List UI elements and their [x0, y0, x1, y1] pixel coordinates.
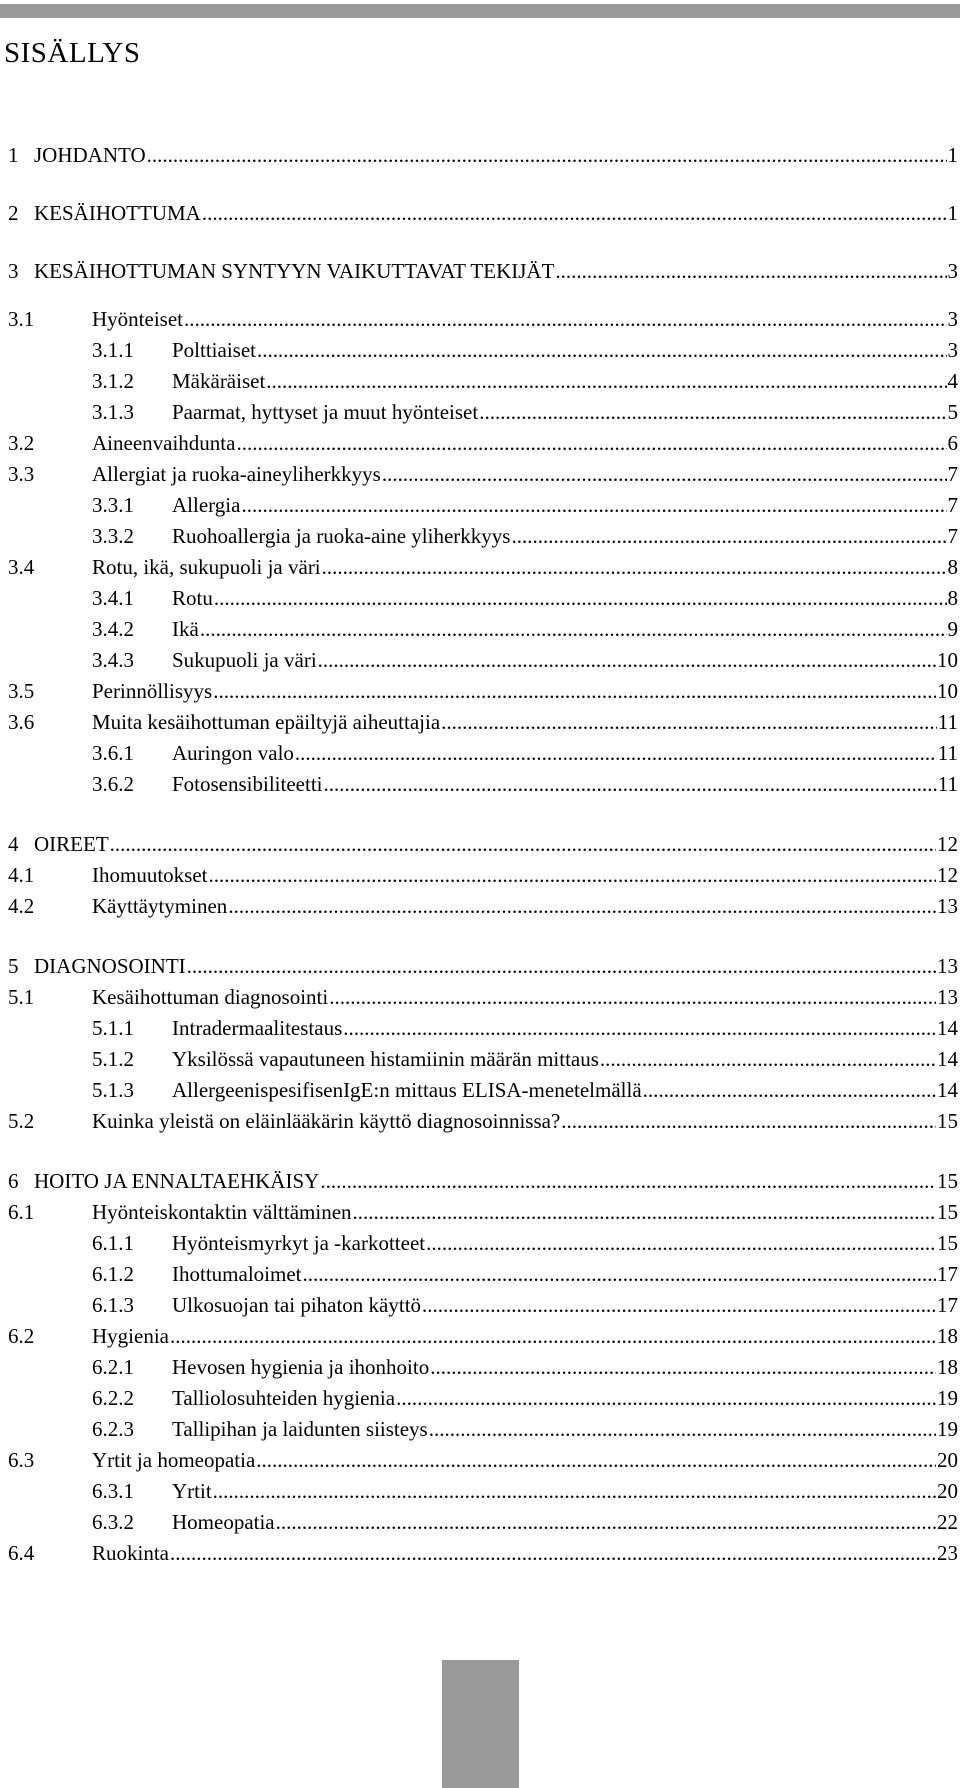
- toc-entry-page: 11: [937, 710, 958, 734]
- toc-entry[interactable]: [92, 769, 958, 799]
- toc-entry[interactable]: [92, 1075, 958, 1105]
- toc-dot-leader: [276, 1507, 936, 1537]
- toc-entry-page: 14: [937, 1047, 958, 1071]
- toc-entry-title: Hyönteismyrkyt ja -karkotteet: [172, 1231, 426, 1255]
- toc-entry-page: 14: [937, 1078, 958, 1102]
- toc-entry-title: Rotu, ikä, sukupuoli ja väri: [92, 555, 321, 579]
- page-number-box: [442, 1660, 519, 1788]
- toc-dot-leader: [353, 1197, 936, 1227]
- toc-entry[interactable]: [92, 1507, 958, 1537]
- toc-entry-title: Hygienia: [92, 1324, 169, 1348]
- toc-dot-leader: [295, 738, 937, 768]
- toc-entry-number: 3.3.1: [92, 493, 134, 517]
- toc-dot-leader: [213, 676, 936, 706]
- toc-entry[interactable]: [8, 304, 958, 334]
- toc-dot-leader: [429, 1414, 936, 1444]
- toc-entry-number: 3.3.2: [92, 524, 134, 548]
- toc-dot-leader: [184, 304, 947, 334]
- toc-dot-leader: [266, 366, 946, 396]
- toc-entry-page: 9: [947, 617, 958, 641]
- toc-entry-title: Yrtit ja homeopatia: [92, 1448, 256, 1472]
- toc-entry[interactable]: [92, 1044, 958, 1074]
- top-rule: [0, 4, 960, 18]
- toc-entry-page: 10: [937, 679, 958, 703]
- toc-dot-leader: [329, 982, 936, 1012]
- toc-entry[interactable]: [8, 951, 958, 981]
- toc-dot-leader: [214, 583, 947, 613]
- toc-dot-leader: [202, 198, 947, 228]
- toc-dot-leader: [213, 1476, 936, 1506]
- toc-entry-page: 7: [947, 524, 958, 548]
- toc-entry[interactable]: [8, 1445, 958, 1475]
- toc-entry-page: 8: [947, 555, 958, 579]
- toc-entry-title: Aineenvaihdunta: [92, 431, 236, 455]
- toc-entry-page: 15: [937, 1109, 958, 1133]
- toc-dot-leader: [228, 891, 936, 921]
- toc-entry-number: 6.1.3: [92, 1293, 134, 1317]
- toc-entry-number: 6: [8, 1169, 19, 1193]
- toc-entry[interactable]: [8, 1106, 958, 1136]
- toc-entry[interactable]: [92, 397, 958, 427]
- toc-entry-number: 4: [8, 832, 19, 856]
- toc-dot-leader: [555, 256, 946, 286]
- toc-entry[interactable]: [8, 707, 958, 737]
- toc-entry-number: 6.2.1: [92, 1355, 134, 1379]
- toc-entry-number: 6.3: [8, 1448, 35, 1472]
- toc-entry[interactable]: [8, 1166, 958, 1196]
- toc-entry-number: 5: [8, 954, 19, 978]
- toc-entry[interactable]: [8, 891, 958, 921]
- toc-dot-leader: [257, 335, 947, 365]
- toc-entry-page: 7: [947, 462, 958, 486]
- toc-entry-title: Fotosensibiliteetti: [172, 772, 323, 796]
- toc-entry-number: 6.3.2: [92, 1510, 134, 1534]
- toc-entry-title: Kuinka yleistä on eläinlääkärin käyttö diagnosoinnissa?: [92, 1109, 561, 1133]
- toc-entry-page: 13: [937, 985, 958, 1009]
- toc-dot-leader: [320, 1166, 936, 1196]
- toc-entry-page: 20: [937, 1448, 958, 1472]
- toc-dot-leader: [147, 140, 947, 170]
- toc-entry-number: 6.2.2: [92, 1386, 134, 1410]
- toc-entry-title: Ikä: [172, 617, 199, 641]
- toc-entry-page: 10: [937, 648, 958, 672]
- toc-dot-leader: [170, 1321, 936, 1351]
- toc-entry-title: OIREET: [34, 832, 109, 856]
- toc-entry[interactable]: [92, 614, 958, 644]
- toc-entry-number: 3.2: [8, 431, 35, 455]
- toc-dot-leader: [426, 1228, 936, 1258]
- toc-entry[interactable]: [92, 1228, 958, 1258]
- toc-entry-title: AllergeenispesifisenIgE:n mittaus ELISA-menetelmällä: [172, 1078, 642, 1102]
- toc-entry-number: 6.2.3: [92, 1417, 134, 1441]
- toc-entry-number: 3.6.1: [92, 741, 134, 765]
- toc-entry-title: Yrtit: [172, 1479, 212, 1503]
- toc-entry-title: Auringon valo: [172, 741, 294, 765]
- toc-entry[interactable]: [92, 521, 958, 551]
- toc-entry[interactable]: [8, 1197, 958, 1227]
- toc-entry-title: Ruohoallergia ja ruoka-aine yliherkkyys: [172, 524, 511, 548]
- toc-dot-leader: [396, 1383, 936, 1413]
- toc-entry[interactable]: [92, 1259, 958, 1289]
- toc-entry-title: Perinnöllisyys: [92, 679, 213, 703]
- toc-entry-page: 15: [937, 1169, 958, 1193]
- toc-entry-page: 20: [937, 1479, 958, 1503]
- toc-dot-leader: [343, 1013, 936, 1043]
- toc-entry[interactable]: [8, 428, 958, 458]
- toc-entry-title: Ruokinta: [92, 1541, 169, 1565]
- toc-dot-leader: [422, 1290, 936, 1320]
- toc-dot-leader: [600, 1044, 936, 1074]
- toc-entry[interactable]: [92, 738, 958, 768]
- toc-entry[interactable]: [92, 1476, 958, 1506]
- toc-entry-number: 6.4: [8, 1541, 35, 1565]
- toc-entry-title: Hyönteiset: [92, 307, 183, 331]
- toc-entry-number: 6.1.2: [92, 1262, 134, 1286]
- toc-entry[interactable]: [8, 459, 958, 489]
- toc-entry[interactable]: [8, 1538, 958, 1568]
- toc-dot-leader: [209, 860, 937, 890]
- toc-entry-page: 17: [937, 1262, 958, 1286]
- toc-entry-page: 3: [947, 307, 958, 331]
- toc-entry-page: 1: [947, 201, 958, 225]
- toc-entry-number: 3.4.1: [92, 586, 134, 610]
- toc-dot-leader: [479, 397, 946, 427]
- toc-entry-number: 5.1.3: [92, 1078, 134, 1102]
- toc-entry-page: 19: [937, 1386, 958, 1410]
- toc-entry[interactable]: [8, 140, 958, 170]
- toc-entry-title: Polttiaiset: [172, 338, 256, 362]
- toc-dot-leader: [241, 490, 946, 520]
- toc-entry[interactable]: [92, 1414, 958, 1444]
- toc-entry-title: Intradermaalitestaus: [172, 1016, 343, 1040]
- toc-entry-page: 5: [947, 400, 958, 424]
- toc-entry-page: 3: [947, 259, 958, 283]
- toc-entry-title: Käyttäytyminen: [92, 894, 228, 918]
- toc-entry-page: 7: [947, 493, 958, 517]
- toc-entry[interactable]: [92, 366, 958, 396]
- toc-dot-leader: [511, 521, 946, 551]
- toc-entry-title: Allergia: [172, 493, 241, 517]
- toc-entry-number: 5.1: [8, 985, 35, 1009]
- toc-entry[interactable]: [92, 1352, 958, 1382]
- toc-entry-title: Yksilössä vapautuneen histamiinin määrän mittaus: [172, 1047, 599, 1071]
- toc-dot-leader: [236, 428, 946, 458]
- toc-entry-number: 3.4: [8, 555, 35, 579]
- toc-entry-page: 1: [947, 143, 958, 167]
- toc-entry-page: 13: [937, 894, 958, 918]
- toc-entry-title: KESÄIHOTTUMA: [34, 201, 201, 225]
- toc-entry-title: Kesäihottuman diagnosointi: [92, 985, 329, 1009]
- toc-entry-title: Rotu: [172, 586, 213, 610]
- toc-entry-title: Talliolosuhteiden hygienia: [172, 1386, 396, 1410]
- toc-dot-leader: [430, 1352, 936, 1382]
- toc-entry-title: Allergiat ja ruoka-aineyliherkkyys: [92, 462, 381, 486]
- toc-entry-number: 4.2: [8, 894, 35, 918]
- toc-entry-page: 14: [937, 1016, 958, 1040]
- toc-dot-leader: [200, 614, 947, 644]
- toc-entry-number: 1: [8, 143, 19, 167]
- toc-entry-number: 3.6.2: [92, 772, 134, 796]
- toc-entry-page: 15: [937, 1231, 958, 1255]
- toc-dot-leader: [318, 645, 936, 675]
- toc-entry[interactable]: [92, 583, 958, 613]
- toc-dot-leader: [324, 769, 937, 799]
- toc-entry-page: 15: [937, 1200, 958, 1224]
- toc-entry-number: 3.4.3: [92, 648, 134, 672]
- toc-entry-title: Hevosen hygienia ja ihonhoito: [172, 1355, 430, 1379]
- toc-dot-leader: [170, 1538, 936, 1568]
- toc-entry-title: Mäkäräiset: [172, 369, 266, 393]
- toc-entry-title: Homeopatia: [172, 1510, 275, 1534]
- toc-entry-page: 4: [947, 369, 958, 393]
- toc-entry[interactable]: [8, 829, 958, 859]
- toc-entry[interactable]: [8, 256, 958, 286]
- toc-entry-page: 18: [937, 1324, 958, 1348]
- toc-dot-leader: [302, 1259, 936, 1289]
- toc-entry-page: 12: [937, 863, 958, 887]
- toc-entry-title: DIAGNOSOINTI: [34, 954, 186, 978]
- toc-entry-number: 6.1.1: [92, 1231, 134, 1255]
- toc-entry-title: Hyönteiskontaktin välttäminen: [92, 1200, 352, 1224]
- toc-entry-title: Muita kesäihottuman epäiltyjä aiheuttajia: [92, 710, 441, 734]
- toc-entry[interactable]: [8, 552, 958, 582]
- toc-entry[interactable]: [92, 1290, 958, 1320]
- toc-entry-title: Ulkosuojan tai pihaton käyttö: [172, 1293, 422, 1317]
- toc-entry-title: Sukupuoli ja väri: [172, 648, 317, 672]
- toc-entry-number: 3.3: [8, 462, 35, 486]
- toc-entry-page: 22: [937, 1510, 958, 1534]
- toc-dot-leader: [643, 1075, 936, 1105]
- toc-entry[interactable]: [92, 1013, 958, 1043]
- toc-entry-number: 3.6: [8, 710, 35, 734]
- toc-entry-number: 6.2: [8, 1324, 35, 1348]
- toc-dot-leader: [256, 1445, 936, 1475]
- toc-entry-number: 3: [8, 259, 19, 283]
- toc-entry-page: 11: [937, 741, 958, 765]
- toc-entry-page: 17: [937, 1293, 958, 1317]
- toc-entry[interactable]: [8, 982, 958, 1012]
- toc-entry-number: 6.3.1: [92, 1479, 134, 1503]
- toc-entry-page: 12: [937, 832, 958, 856]
- toc-entry-page: 19: [937, 1417, 958, 1441]
- toc-entry-number: 3.5: [8, 679, 35, 703]
- toc-entry-page: 13: [937, 954, 958, 978]
- toc-entry-number: 3.1.3: [92, 400, 134, 424]
- toc-entry-number: 5.2: [8, 1109, 35, 1133]
- toc-dot-leader: [187, 951, 936, 981]
- toc-entry-number: 3.4.2: [92, 617, 134, 641]
- toc-entry-title: JOHDANTO: [34, 143, 146, 167]
- toc-entry-page: 8: [947, 586, 958, 610]
- toc-entry-number: 2: [8, 201, 19, 225]
- toc-entry-number: 5.1.2: [92, 1047, 134, 1071]
- toc-entry-title: Ihomuutokset: [92, 863, 208, 887]
- toc-entry-number: 4.1: [8, 863, 35, 887]
- toc-entry-page: 18: [937, 1355, 958, 1379]
- toc-entry-number: 3.1.2: [92, 369, 134, 393]
- toc-entry[interactable]: [8, 198, 958, 228]
- toc-entry-number: 5.1.1: [92, 1016, 134, 1040]
- toc-entry-number: 3.1: [8, 307, 35, 331]
- toc-entry[interactable]: [8, 860, 958, 890]
- toc-entry-page: 3: [947, 338, 958, 362]
- toc-entry-title: Ihottumaloimet: [172, 1262, 302, 1286]
- toc-entry-number: 3.1.1: [92, 338, 134, 362]
- toc-entry[interactable]: [92, 490, 958, 520]
- toc-entry[interactable]: [92, 335, 958, 365]
- toc-dot-leader: [441, 707, 937, 737]
- toc-entry[interactable]: [92, 1383, 958, 1413]
- page-title: SISÄLLYS: [4, 37, 141, 69]
- toc-dot-leader: [322, 552, 947, 582]
- toc-entry[interactable]: [92, 645, 958, 675]
- toc-entry-number: 6.1: [8, 1200, 35, 1224]
- toc-entry[interactable]: [8, 676, 958, 706]
- toc-dot-leader: [382, 459, 947, 489]
- toc-entry-title: Tallipihan ja laidunten siisteys: [172, 1417, 428, 1441]
- toc-entry[interactable]: [8, 1321, 958, 1351]
- toc-entry-title: KESÄIHOTTUMAN SYNTYYN VAIKUTTAVAT TEKIJÄT: [34, 259, 555, 283]
- toc-entry-page: 23: [937, 1541, 958, 1565]
- toc-entry-title: Paarmat, hyttyset ja muut hyönteiset: [172, 400, 479, 424]
- toc-dot-leader: [561, 1106, 936, 1136]
- toc-entry-title: HOITO JA ENNALTAEHKÄISY: [34, 1169, 320, 1193]
- toc-entry-page: 11: [937, 772, 958, 796]
- toc-dot-leader: [110, 829, 936, 859]
- toc-entry-page: 6: [947, 431, 958, 455]
